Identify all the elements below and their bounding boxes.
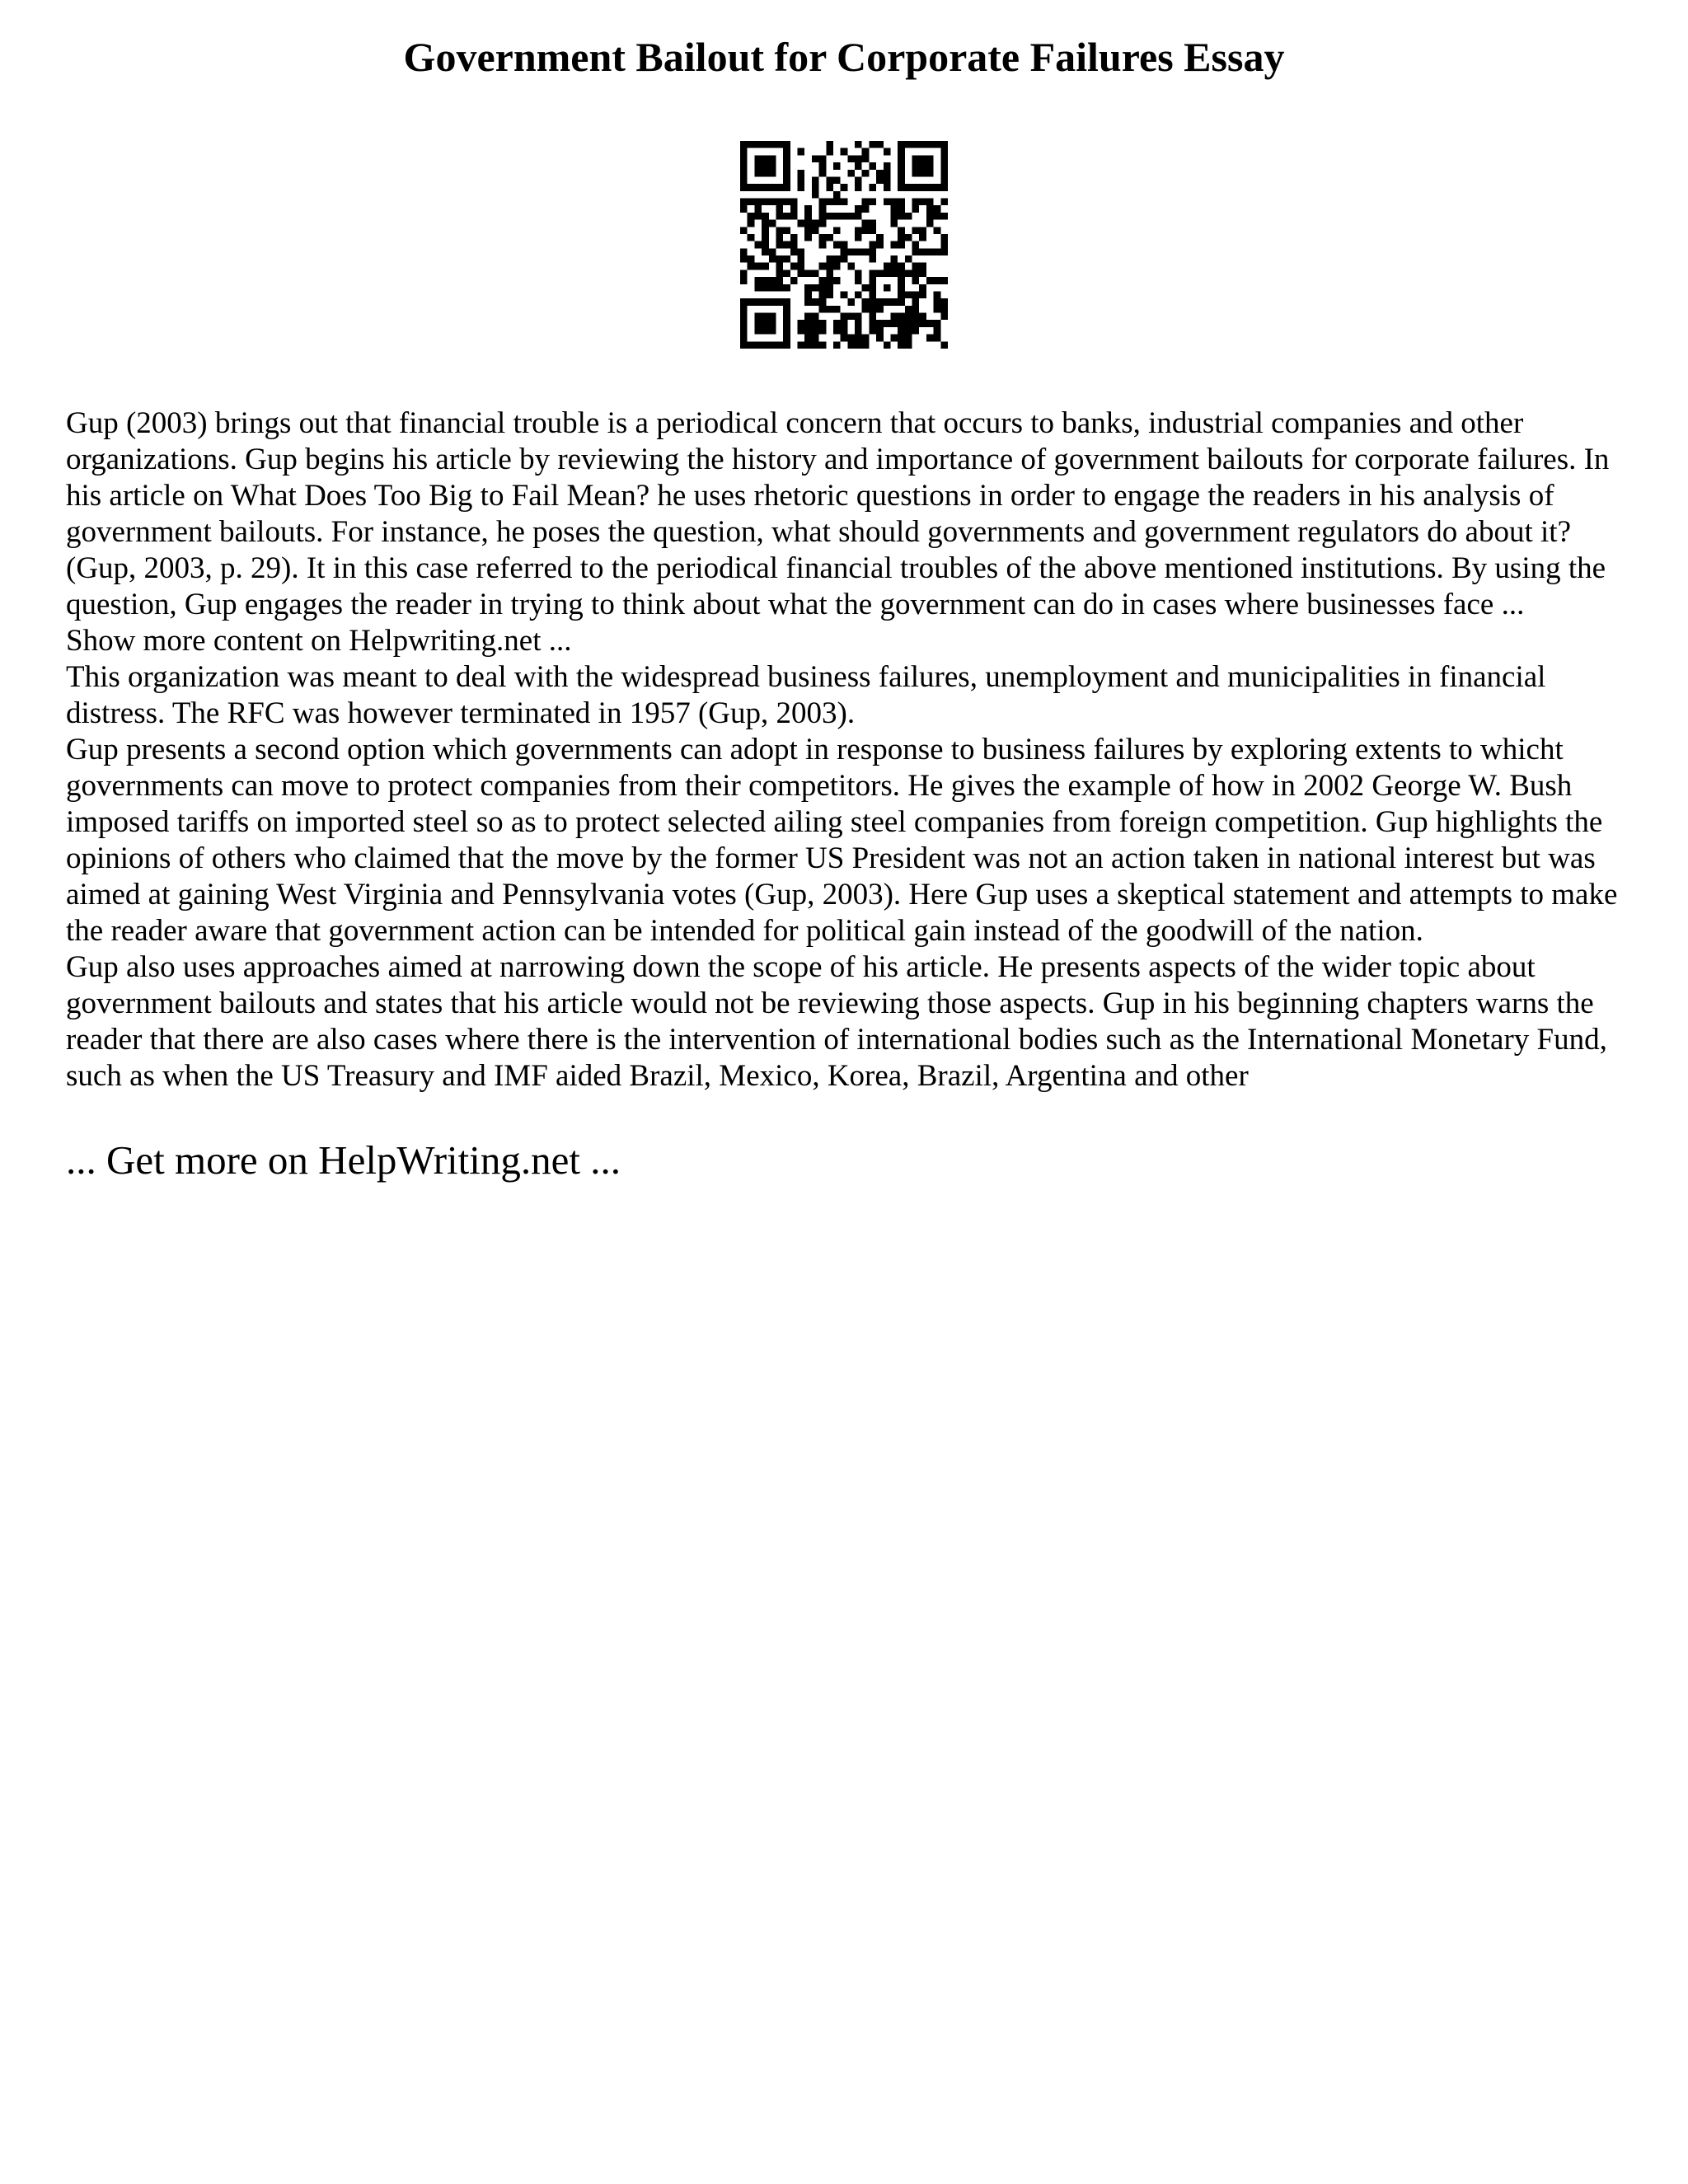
get-more-link[interactable]: ... Get more on HelpWriting.net ... bbox=[66, 1137, 621, 1183]
qr-code-icon bbox=[740, 141, 948, 349]
essay-body bbox=[66, 405, 1632, 1094]
document-title: Government Bailout for Corporate Failures Essay bbox=[403, 34, 1285, 80]
paragraph-rfc: This organization was meant to deal with the widespread business failures, unemployment and municipalities in financial distress. The RFC was however terminated in 1957 (Gup, 2003). bbox=[66, 660, 1546, 730]
paragraph-second-option: Gup presents a second option which governments can adopt in response to business failures by exploring extents to whicht governments can move to protect companies from their competitors. He gives the example of how in 2002 George W. Bush imposed tariffs on imported steel so as to protect selected ailing steel companies from foreign competition. Gup highlights the opinions of others who claimed that the move by the former US President was not an action taken in national interest but was aimed at gaining West Virginia and Pennsylvania votes (Gup, 2003). Here Gup uses a skeptical statement and attempts to make the reader aware that government action can be intended for political gain instead of the goodwill of the nation. bbox=[66, 733, 1618, 948]
show-more-link[interactable]: Show more content on Helpwriting.net ... bbox=[66, 624, 572, 658]
paragraph-scope: Gup also uses approaches aimed at narrowing down the scope of his article. He presents aspects of the wider topic about government bailouts and states that his article would not be reviewing those aspects. Gup in his beginning chapters warns the reader that there are also cases where there is the intervention of international bodies such as the International Monetary Fund, such as when the US Treasury and IMF aided Brazil, Mexico, Korea, Brazil, Argentina and other bbox=[66, 950, 1607, 1093]
paragraph-intro: Gup (2003) brings out that financial trouble is a periodical concern that occurs to banks, industrial companies and other organizations. Gup begins his article by reviewing the history and importance of government bailouts for corporate failures. In his article on What Does Too Big to Fail Mean? he uses rhetoric questions in order to engage the readers in his analysis of government bailouts. For instance, he poses the question, what should governments and government regulators do about it? (Gup, 2003, p. 29). It in this case referred to the periodical financial troubles of the above mentioned institutions. By using the question, Gup engages the reader in trying to think about what the government can do in cases where businesses face ... bbox=[66, 406, 1610, 621]
